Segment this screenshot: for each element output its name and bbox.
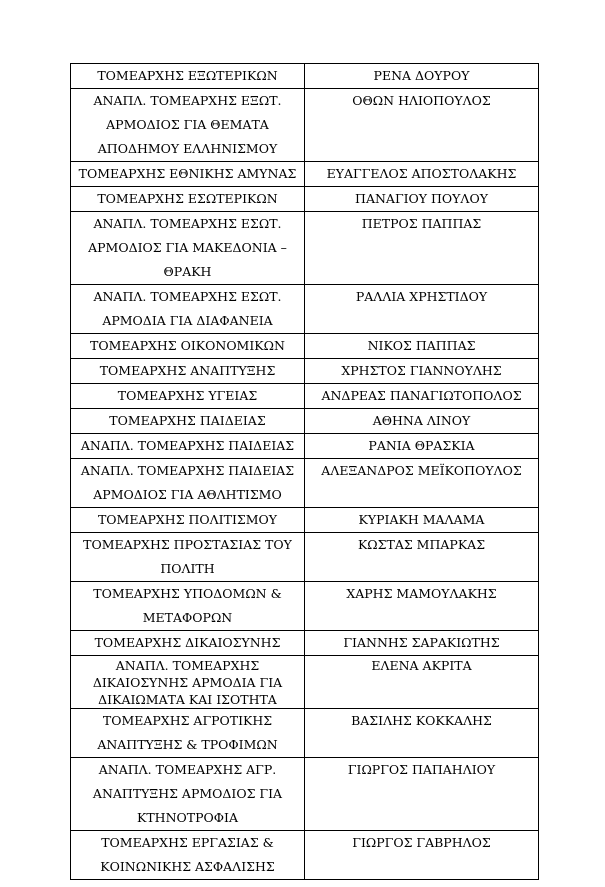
table-row: [71, 162, 539, 187]
role-cell: ΤΟΜΕΑΡΧΗΣ ΟΙΚΟΝΟΜΙΚΩΝ: [71, 334, 305, 359]
role-cell: ΤΟΜΕΑΡΧΗΣ ΔΙΚΑΙΟΣΥΝΗΣ: [71, 631, 305, 656]
role-cell: ΤΟΜΕΑΡΧΗΣ ΠΑΙΔΕΙΑΣ: [71, 409, 305, 434]
name-cell: ΕΥΑΓΓΕΛΟΣ ΑΠΟΣΤΟΛΑΚΗΣ: [305, 162, 539, 187]
name-cell: ΝΙΚΟΣ ΠΑΠΠΑΣ: [305, 334, 539, 359]
role-cell: ΤΟΜΕΑΡΧΗΣ ΕΡΓΑΣΙΑΣ & ΚΟΙΝΩΝΙΚΗΣ ΑΣΦΑΛΙΣΗΣ: [71, 831, 305, 880]
name-cell: ΧΡΗΣΤΟΣ ΓΙΑΝΝΟΥΛΗΣ: [305, 359, 539, 384]
role-cell: ΑΝΑΠΛ. ΤΟΜΕΑΡΧΗΣ ΕΣΩΤ. ΑΡΜΟΔΙΟΣ ΓΙΑ ΜΑΚΕΔΟΝΙΑ – ΘΡΑΚΗ: [71, 212, 305, 285]
name-cell: ΓΙΩΡΓΟΣ ΠΑΠΑΗΛΙΟΥ: [305, 758, 539, 831]
role-cell: ΑΝΑΠΛ. ΤΟΜΕΑΡΧΗΣ ΕΞΩΤ. ΑΡΜΟΔΙΟΣ ΓΙΑ ΘΕΜΑΤΑ ΑΠΟΔΗΜΟΥ ΕΛΛΗΝΙΣΜΟΥ: [71, 89, 305, 162]
role-cell: ΤΟΜΕΑΡΧΗΣ ΑΝΑΠΤΥΞΗΣ: [71, 359, 305, 384]
role-cell: ΑΝΑΠΛ. ΤΟΜΕΑΡΧΗΣ ΑΓΡ. ΑΝΑΠΤΥΞΗΣ ΑΡΜΟΔΙΟΣ ΓΙΑ ΚΤΗΝΟΤΡΟΦΙΑ: [71, 758, 305, 831]
role-cell: ΤΟΜΕΑΡΧΗΣ ΕΣΩΤΕΡΙΚΩΝ: [71, 187, 305, 212]
table-row: [71, 631, 539, 656]
table-row: [71, 285, 539, 334]
role-cell: ΤΟΜΕΑΡΧΗΣ ΕΘΝΙΚΗΣ ΑΜΥΝΑΣ: [71, 162, 305, 187]
role-cell: ΑΝΑΠΛ. ΤΟΜΕΑΡΧΗΣ ΕΣΩΤ. ΑΡΜΟΔΙΑ ΓΙΑ ΔΙΑΦΑΝΕΙΑ: [71, 285, 305, 334]
name-cell: ΒΑΣΙΛΗΣ ΚΟΚΚΑΛΗΣ: [305, 709, 539, 758]
table-row: [71, 758, 539, 831]
name-cell: ΡΕΝΑ ΔΟΥΡΟΥ: [305, 64, 539, 89]
name-cell: ΑΛΕΞΑΝΔΡΟΣ ΜΕΪΚΟΠΟΥΛΟΣ: [305, 459, 539, 508]
name-cell: ΠΕΤΡΟΣ ΠΑΠΠΑΣ: [305, 212, 539, 285]
table-row: [71, 64, 539, 89]
role-cell: ΤΟΜΕΑΡΧΗΣ ΠΡΟΣΤΑΣΙΑΣ ΤΟΥ ΠΟΛΙΤΗ: [71, 533, 305, 582]
table-row: [71, 656, 539, 709]
table-row: [71, 508, 539, 533]
name-cell: ΚΩΣΤΑΣ ΜΠΑΡΚΑΣ: [305, 533, 539, 582]
table-row: [71, 434, 539, 459]
table-row: [71, 533, 539, 582]
role-cell: ΑΝΑΠΛ. ΤΟΜΕΑΡΧΗΣ ΠΑΙΔΕΙΑΣ: [71, 434, 305, 459]
table-row: [71, 459, 539, 508]
role-cell: ΑΝΑΠΛ. ΤΟΜΕΑΡΧΗΣ ΠΑΙΔΕΙΑΣ ΑΡΜΟΔΙΟΣ ΓΙΑ ΑΘΛΗΤΙΣΜΟ: [71, 459, 305, 508]
table-row: [71, 359, 539, 384]
role-cell: ΤΟΜΕΑΡΧΗΣ ΠΟΛΙΤΙΣΜΟΥ: [71, 508, 305, 533]
name-cell: ΡΑΛΛΙΑ ΧΡΗΣΤΙΔΟΥ: [305, 285, 539, 334]
name-cell: ΚΥΡΙΑΚΗ ΜΑΛΑΜΑ: [305, 508, 539, 533]
name-cell: ΡΑΝΙΑ ΘΡΑΣΚΙΑ: [305, 434, 539, 459]
table-row: [71, 187, 539, 212]
role-cell: ΑΝΑΠΛ. ΤΟΜΕΑΡΧΗΣ ΔΙΚΑΙΟΣΥΝΗΣ ΑΡΜΟΔΙΑ ΓΙΑ ΔΙΚΑΙΩΜΑΤΑ ΚΑΙ ΙΣΟΤΗΤΑ: [71, 656, 305, 709]
name-cell: ΑΘΗΝΑ ΛΙΝΟΥ: [305, 409, 539, 434]
role-cell: ΤΟΜΕΑΡΧΗΣ ΥΓΕΙΑΣ: [71, 384, 305, 409]
table-row: [71, 709, 539, 758]
name-cell: ΠΑΝΑΓΙΟΥ ΠΟΥΛΟΥ: [305, 187, 539, 212]
role-cell: ΤΟΜΕΑΡΧΗΣ ΕΞΩΤΕΡΙΚΩΝ: [71, 64, 305, 89]
name-cell: ΓΙΑΝΝΗΣ ΣΑΡΑΚΙΩΤΗΣ: [305, 631, 539, 656]
table-row: [71, 212, 539, 285]
table-row: [71, 89, 539, 162]
table-row: [71, 409, 539, 434]
name-cell: ΧΑΡΗΣ ΜΑΜΟΥΛΑΚΗΣ: [305, 582, 539, 631]
table-row: [71, 582, 539, 631]
roles-table-body: [71, 64, 539, 880]
name-cell: ΟΘΩΝ ΗΛΙΟΠΟΥΛΟΣ: [305, 89, 539, 162]
table-row: [71, 334, 539, 359]
name-cell: ΓΙΩΡΓΟΣ ΓΑΒΡΗΛΟΣ: [305, 831, 539, 880]
roles-table: [70, 63, 539, 880]
table-row: [71, 384, 539, 409]
name-cell: ΑΝΔΡΕΑΣ ΠΑΝΑΓΙΩΤΟΠΟΛΟΣ: [305, 384, 539, 409]
role-cell: ΤΟΜΕΑΡΧΗΣ ΥΠΟΔΟΜΩΝ & ΜΕΤΑΦΟΡΩΝ: [71, 582, 305, 631]
table-row: [71, 831, 539, 880]
name-cell: ΕΛΕΝΑ ΑΚΡΙΤΑ: [305, 656, 539, 709]
role-cell: ΤΟΜΕΑΡΧΗΣ ΑΓΡΟΤΙΚΗΣ ΑΝΑΠΤΥΞΗΣ & ΤΡΟΦΙΜΩΝ: [71, 709, 305, 758]
